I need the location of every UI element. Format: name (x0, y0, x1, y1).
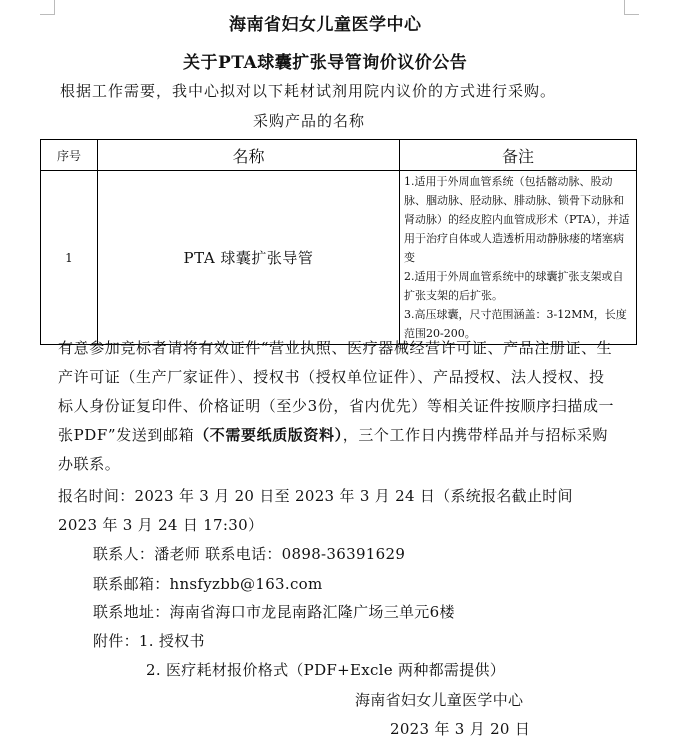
header-name: 名称 (98, 140, 400, 171)
header-seq: 序号 (41, 140, 98, 171)
registration-line-1: 报名时间：2023 年 3 月 20 日至 2023 年 3 月 24 日（系统报名截止时间 (58, 487, 573, 505)
crop-mark-top-left (40, 0, 55, 15)
bid-instructions (58, 334, 618, 479)
registration-line-2: 2023 年 3 月 24 日 17:30） (58, 516, 264, 534)
product-table (40, 139, 637, 345)
table-row (41, 171, 637, 345)
table-caption: 采购产品的名称 (253, 112, 366, 130)
attachment-2: 2. 医疗耗材报价格式（PDF+Excle 两种都需提供） (146, 661, 506, 679)
org-heading: 海南省妇女儿童医学中心 (229, 15, 422, 35)
attachment-1: 附件：1. 授权书 (93, 632, 205, 650)
note-line-2: 2.适用于外周血管系统中的球囊扩张支架或自扩张支架的后扩张。 (404, 270, 624, 302)
crop-mark-top-right (624, 0, 639, 15)
row-seq: 1 (41, 171, 98, 345)
header-note: 备注 (400, 140, 637, 171)
bid-text-part1: 有意参加竞标者请将有效证件“营业执照、医疗器械经营许可证、产品注册证、生产许可证（生产厂家证件）、授权书（授权单位证件）、产品授权、法人授权、投标人身份证复印件、价格证明（至少3份，省内优先）等相关证件按顺序扫描成一张PDF”发送到邮箱 (58, 339, 615, 444)
footer-date: 2023 年 3 月 20 日 (390, 720, 531, 738)
footer-org: 海南省妇女儿童医学中心 (355, 691, 524, 709)
contact-email: 联系邮箱：hnsfyzbb@163.com (93, 575, 323, 593)
table-header-row (41, 140, 637, 171)
intro-paragraph: 根据工作需要，我中心拟对以下耗材试剂用院内议价的方式进行采购。 (60, 82, 557, 100)
note-line-3: 3.高压球囊，尺寸范围涵盖：3-12MM，长度范围20-200。 (404, 308, 627, 340)
note-line-1: 1.适用于外周血管系统（包括髂动脉、股动脉、腘动脉、胫动脉、腓动脉、锁骨下动脉和肾动脉）的经皮腔内血管成形术（PTA），并适用于治疗自体或人造透析用动静脉瘘的堵塞病变 (404, 175, 630, 264)
contact-person: 联系人：潘老师 联系电话：0898-36391629 (93, 545, 406, 563)
bid-text-bold: （不需要纸质版资料） (194, 426, 343, 444)
bid-text-part2: ，三个工作日内携带样品并与招标采购办联系。 (58, 426, 608, 473)
row-note (400, 171, 637, 345)
contact-address: 联系地址：海南省海口市龙昆南路汇隆广场三单元6楼 (93, 603, 455, 621)
page-title: 关于PTA球囊扩张导管询价议价公告 (183, 53, 468, 73)
row-name: PTA 球囊扩张导管 (98, 171, 400, 345)
